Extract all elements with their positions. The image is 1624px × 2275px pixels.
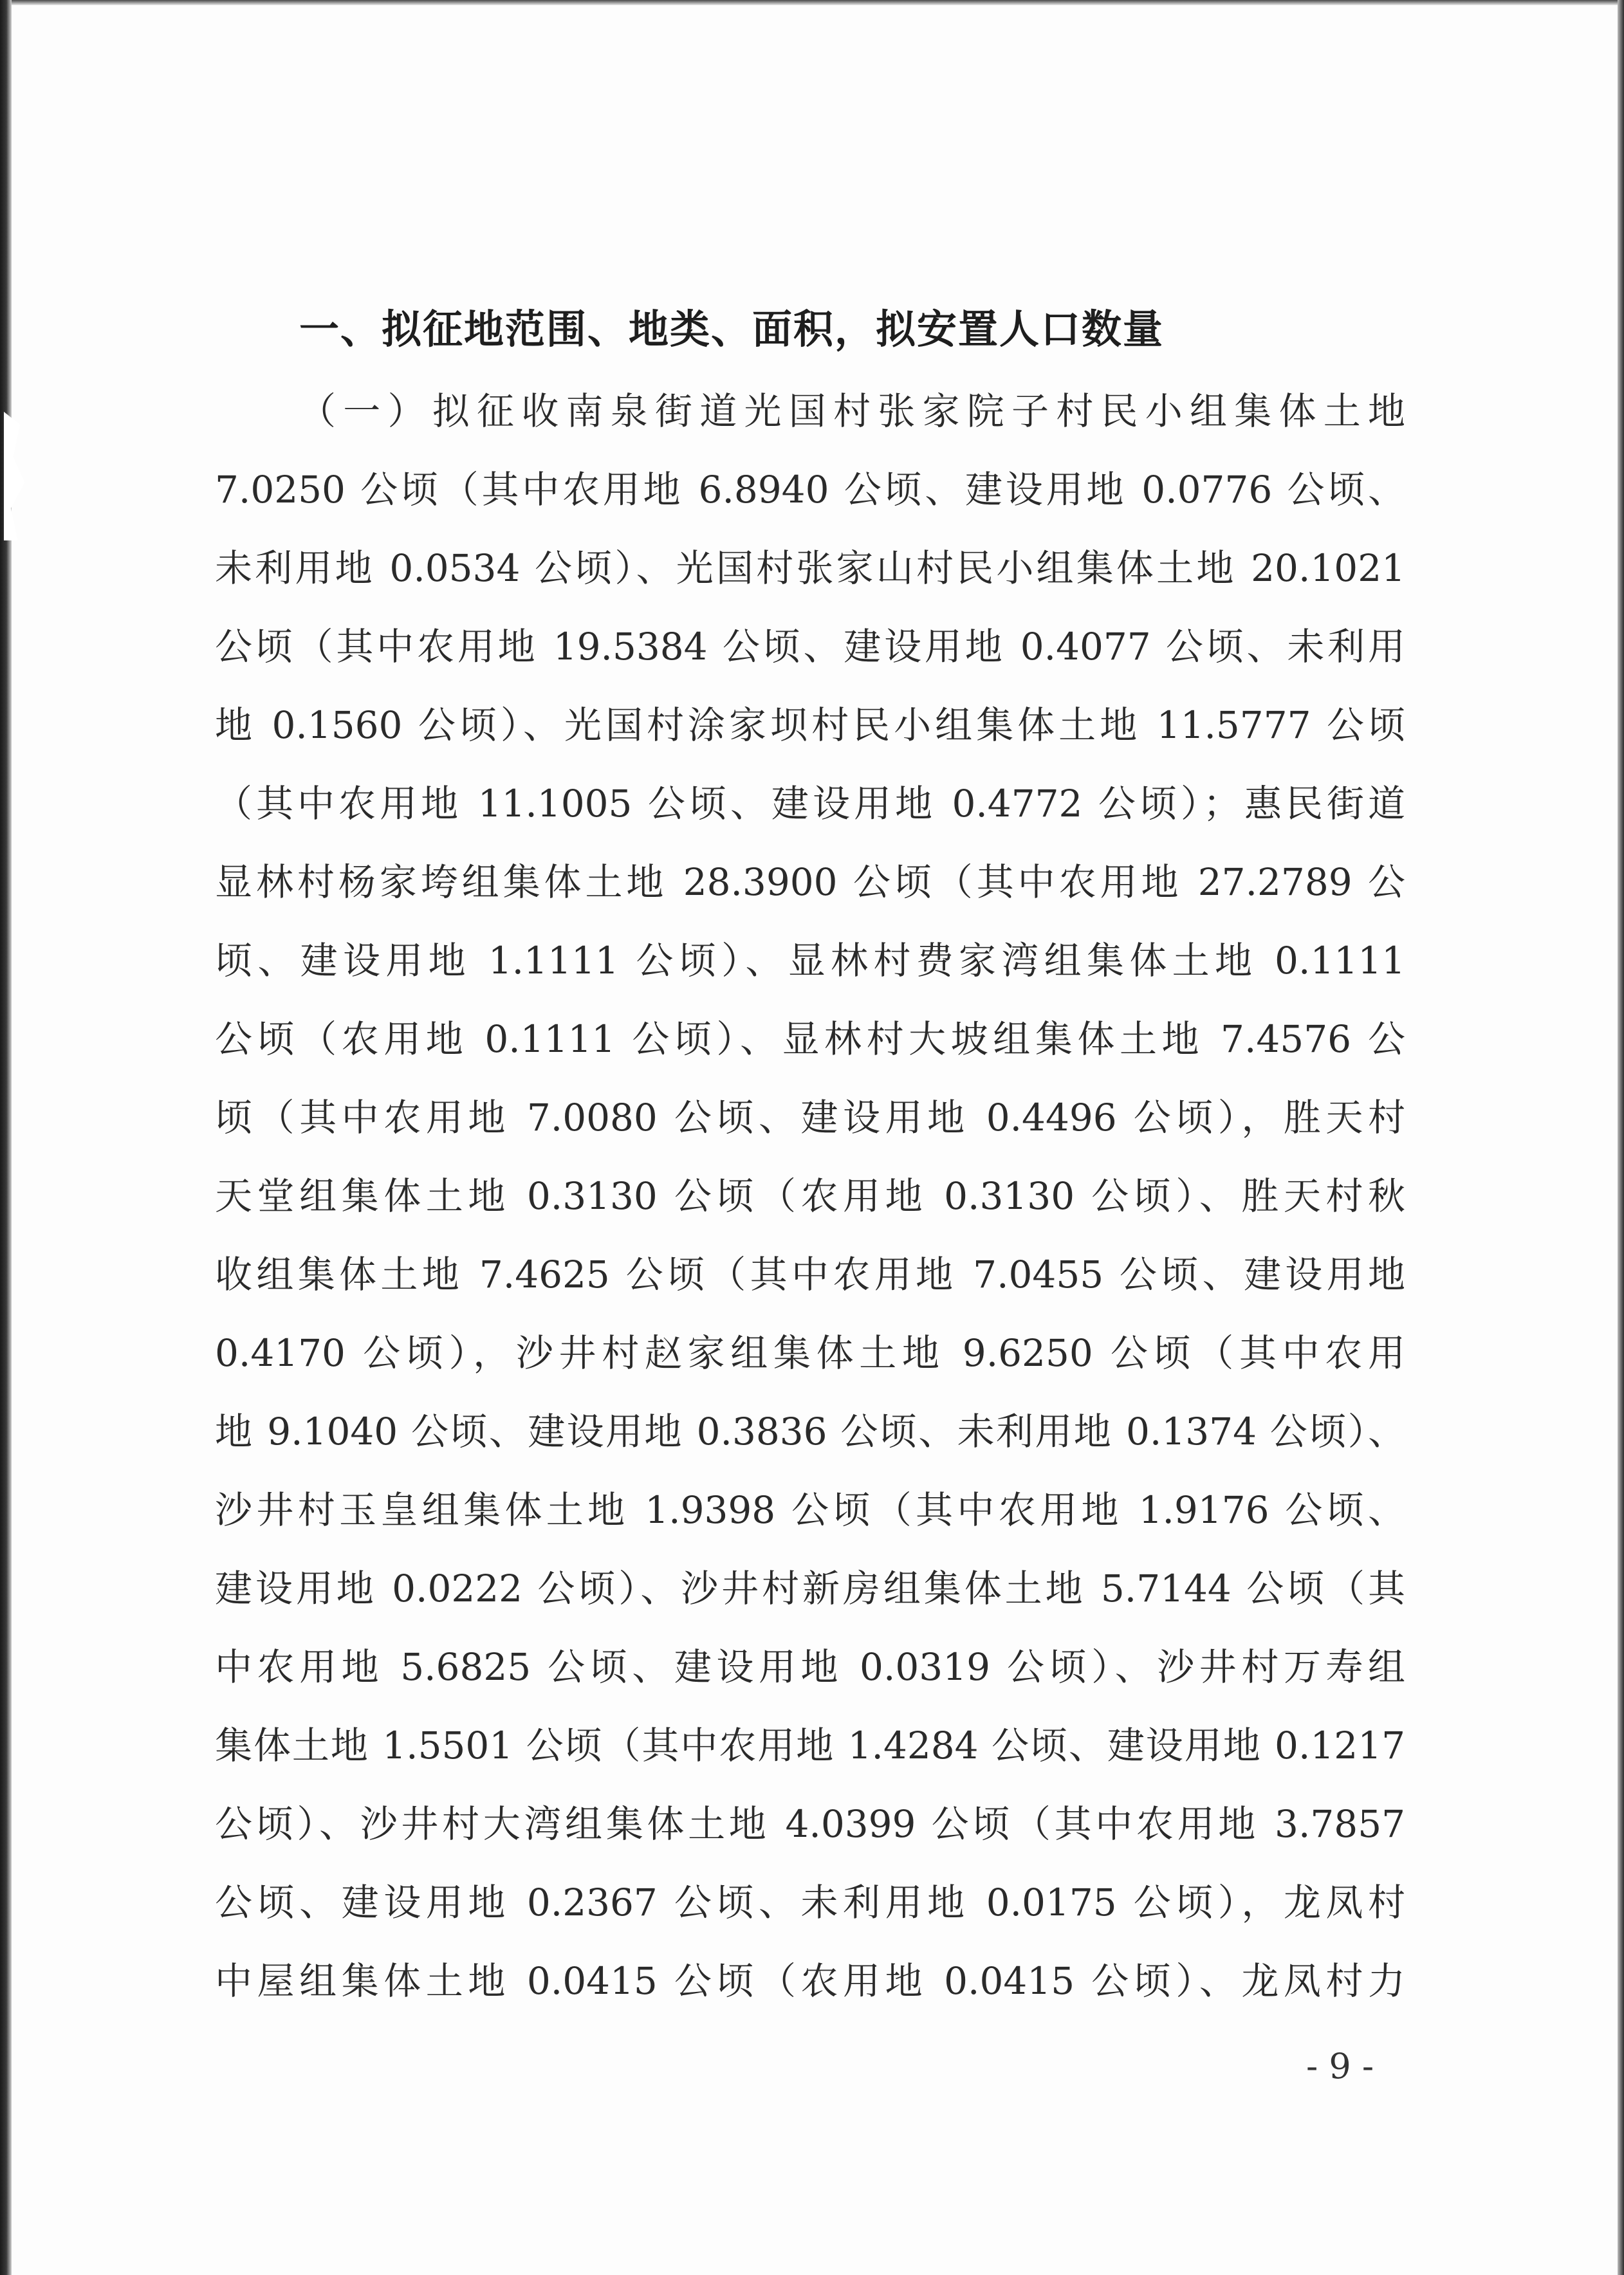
scan-edge-right <box>1618 0 1624 2275</box>
text-line: 收组集体土地 7.4625 公顷（其中农用地 7.0455 公顷、建设用地 <box>215 1253 1405 1296</box>
scan-edge-top <box>0 0 1624 5</box>
text-line: 显林村杨家垮组集体土地 28.3900 公顷（其中农用地 27.2789 公 <box>215 860 1405 904</box>
scan-edge-left <box>0 0 12 2275</box>
body-paragraph <box>215 372 1405 2020</box>
text-line: 公顷（农用地 0.1111 公顷）、显林村大坡组集体土地 7.4576 公 <box>215 1017 1405 1061</box>
text-line: 沙井村玉皇组集体土地 1.9398 公顷（其中农用地 1.9176 公顷、 <box>215 1488 1405 1532</box>
text-line: 顷（其中农用地 7.0080 公顷、建设用地 0.4496 公顷），胜天村 <box>215 1096 1405 1139</box>
text-line: 顷、建设用地 1.1111 公顷）、显林村费家湾组集体土地 0.1111 <box>215 939 1405 982</box>
text-line: 公顷、建设用地 0.2367 公顷、未利用地 0.0175 公顷），龙凤村 <box>215 1881 1405 1924</box>
text-line: 0.4170 公顷），沙井村赵家组集体土地 9.6250 公顷（其中农用 <box>215 1331 1405 1375</box>
text-line: 建设用地 0.0222 公顷）、沙井村新房组集体土地 5.7144 公顷（其 <box>215 1567 1405 1610</box>
text-line: 集体土地 1.5501 公顷（其中农用地 1.4284 公顷、建设用地 0.1217 <box>215 1724 1405 1767</box>
text-line: （一）拟征收南泉街道光国村张家院子村民小组集体土地 <box>299 389 1405 433</box>
text-line: 地 9.1040 公顷、建设用地 0.3836 公顷、未利用地 0.1374 公顷）、 <box>215 1410 1405 1453</box>
text-line: 公顷）、沙井村大湾组集体土地 4.0399 公顷（其中农用地 3.7857 <box>215 1802 1405 1846</box>
text-line: （其中农用地 11.1005 公顷、建设用地 0.4772 公顷）；惠民街道 <box>215 782 1405 825</box>
text-line: 中农用地 5.6825 公顷、建设用地 0.0319 公顷）、沙井村万寿组 <box>215 1645 1405 1689</box>
text-line: 天堂组集体土地 0.3130 公顷（农用地 0.3130 公顷）、胜天村秋 <box>215 1174 1405 1218</box>
page-number: - 9 - <box>1306 2046 1374 2086</box>
text-line: 未利用地 0.0534 公顷）、光国村张家山村民小组集体土地 20.1021 <box>215 546 1405 590</box>
text-line: 7.0250 公顷（其中农用地 6.8940 公顷、建设用地 0.0776 公顷、 <box>215 468 1405 511</box>
section-heading: 一、拟征地范围、地类、面积，拟安置人口数量 <box>299 306 1165 353</box>
text-line: 中屋组集体土地 0.0415 公顷（农用地 0.0415 公顷）、龙凤村力 <box>215 1959 1405 2003</box>
text-line: 地 0.1560 公顷）、光国村涂家坝村民小组集体土地 11.5777 公顷 <box>215 703 1405 747</box>
scan-paper-tear <box>4 412 27 540</box>
text-line: 公顷（其中农用地 19.5384 公顷、建设用地 0.4077 公顷、未利用 <box>215 625 1405 668</box>
